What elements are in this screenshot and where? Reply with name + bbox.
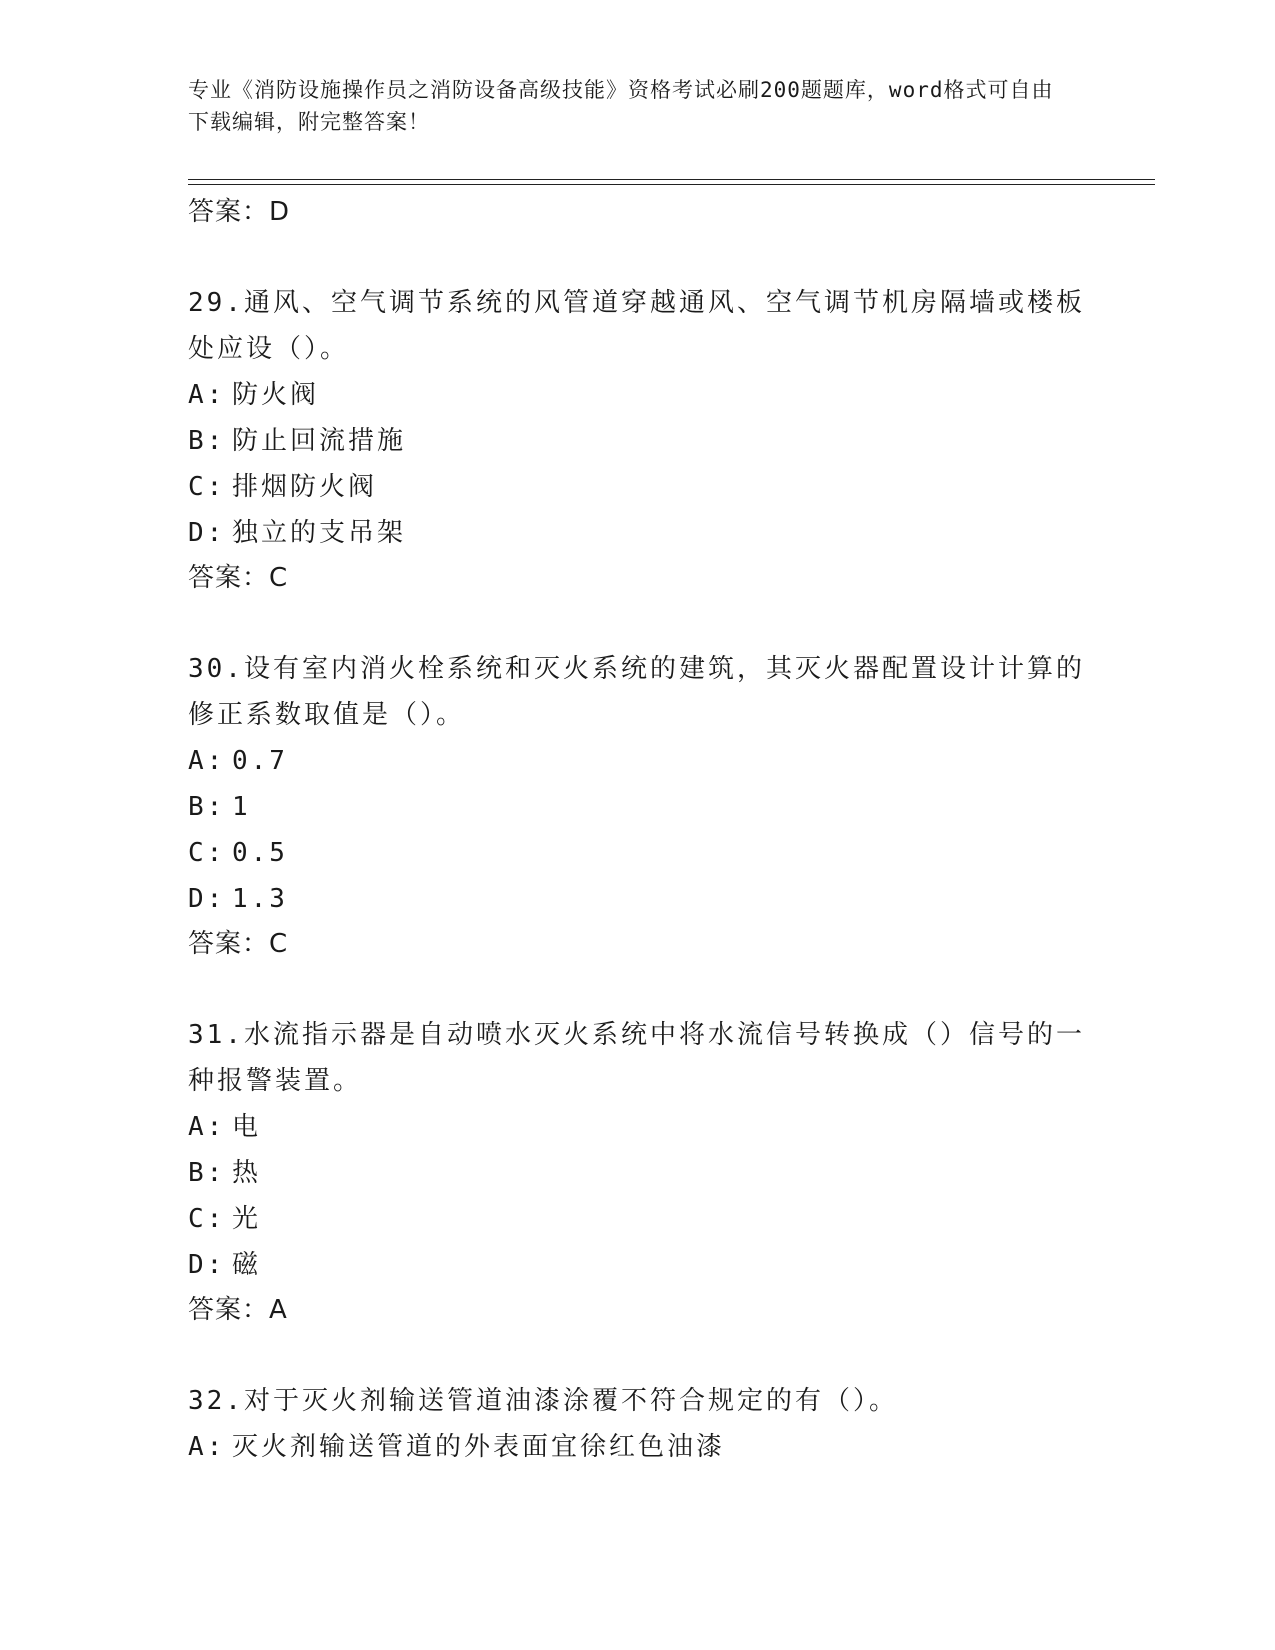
question-29 xyxy=(188,280,1088,600)
question-32 xyxy=(188,1378,1088,1470)
option-text: 0.7 xyxy=(232,746,288,776)
option-text: 1.3 xyxy=(232,884,288,914)
option-d xyxy=(188,510,1088,556)
answer-line: 答案：C xyxy=(188,563,289,593)
option-text: 热 xyxy=(232,1158,262,1188)
option-key: D: xyxy=(188,518,226,548)
option-key: B: xyxy=(188,792,226,822)
option-text: 防火阀 xyxy=(232,380,320,410)
option-d xyxy=(188,1242,1088,1288)
option-a xyxy=(188,1424,1088,1470)
option-key: C: xyxy=(188,838,226,868)
option-a xyxy=(188,372,1088,418)
option-key: D: xyxy=(188,1250,226,1280)
option-c xyxy=(188,1196,1088,1242)
option-key: C: xyxy=(188,1204,226,1234)
option-text: 1 xyxy=(232,792,251,822)
page-header: 专业《消防设施操作员之消防设备高级技能》资格考试必刷200题题库，word格式可自由下载编辑，附完整答案！ xyxy=(188,78,1054,134)
option-text: 0.5 xyxy=(232,838,288,868)
option-text: 光 xyxy=(232,1204,262,1234)
option-d xyxy=(188,876,1088,922)
question-text: 29.通风、空气调节系统的风管道穿越通风、空气调节机房隔墙或楼板处应设（）。 xyxy=(188,288,1085,364)
header-rule-top xyxy=(188,179,1155,180)
question-31 xyxy=(188,1012,1088,1332)
option-text: 电 xyxy=(232,1112,262,1142)
question-text: 30.设有室内消火栓系统和灭火系统的建筑，其灭火器配置设计计算的修正系数取值是（）。 xyxy=(188,654,1085,730)
option-b xyxy=(188,418,1088,464)
question-list xyxy=(188,190,1088,1470)
header-rule-bottom xyxy=(188,184,1155,185)
question-text: 32.对于灭火剂输送管道油漆涂覆不符合规定的有（）。 xyxy=(188,1386,898,1416)
option-key: A: xyxy=(188,380,226,410)
option-key: A: xyxy=(188,746,226,776)
answer-line: 答案：C xyxy=(188,929,289,959)
option-c xyxy=(188,464,1088,510)
option-text: 防止回流措施 xyxy=(232,426,407,456)
question-text: 31.水流指示器是自动喷水灭火系统中将水流信号转换成（）信号的一种报警装置。 xyxy=(188,1020,1085,1096)
answer-line: 答案：D xyxy=(188,197,291,227)
option-key: B: xyxy=(188,426,226,456)
option-text: 排烟防火阀 xyxy=(232,472,378,502)
option-text: 独立的支吊架 xyxy=(232,518,407,548)
option-a xyxy=(188,738,1088,784)
option-key: B: xyxy=(188,1158,226,1188)
option-text: 灭火剂输送管道的外表面宜徐红色油漆 xyxy=(232,1432,726,1462)
option-key: A: xyxy=(188,1432,226,1462)
question-30 xyxy=(188,646,1088,966)
option-b xyxy=(188,784,1088,830)
option-key: D: xyxy=(188,884,226,914)
answer-line: 答案：A xyxy=(188,1295,288,1325)
option-text: 磁 xyxy=(232,1250,262,1280)
option-a xyxy=(188,1104,1088,1150)
option-key: C: xyxy=(188,472,226,502)
option-c xyxy=(188,830,1088,876)
option-b xyxy=(188,1150,1088,1196)
option-key: A: xyxy=(188,1112,226,1142)
